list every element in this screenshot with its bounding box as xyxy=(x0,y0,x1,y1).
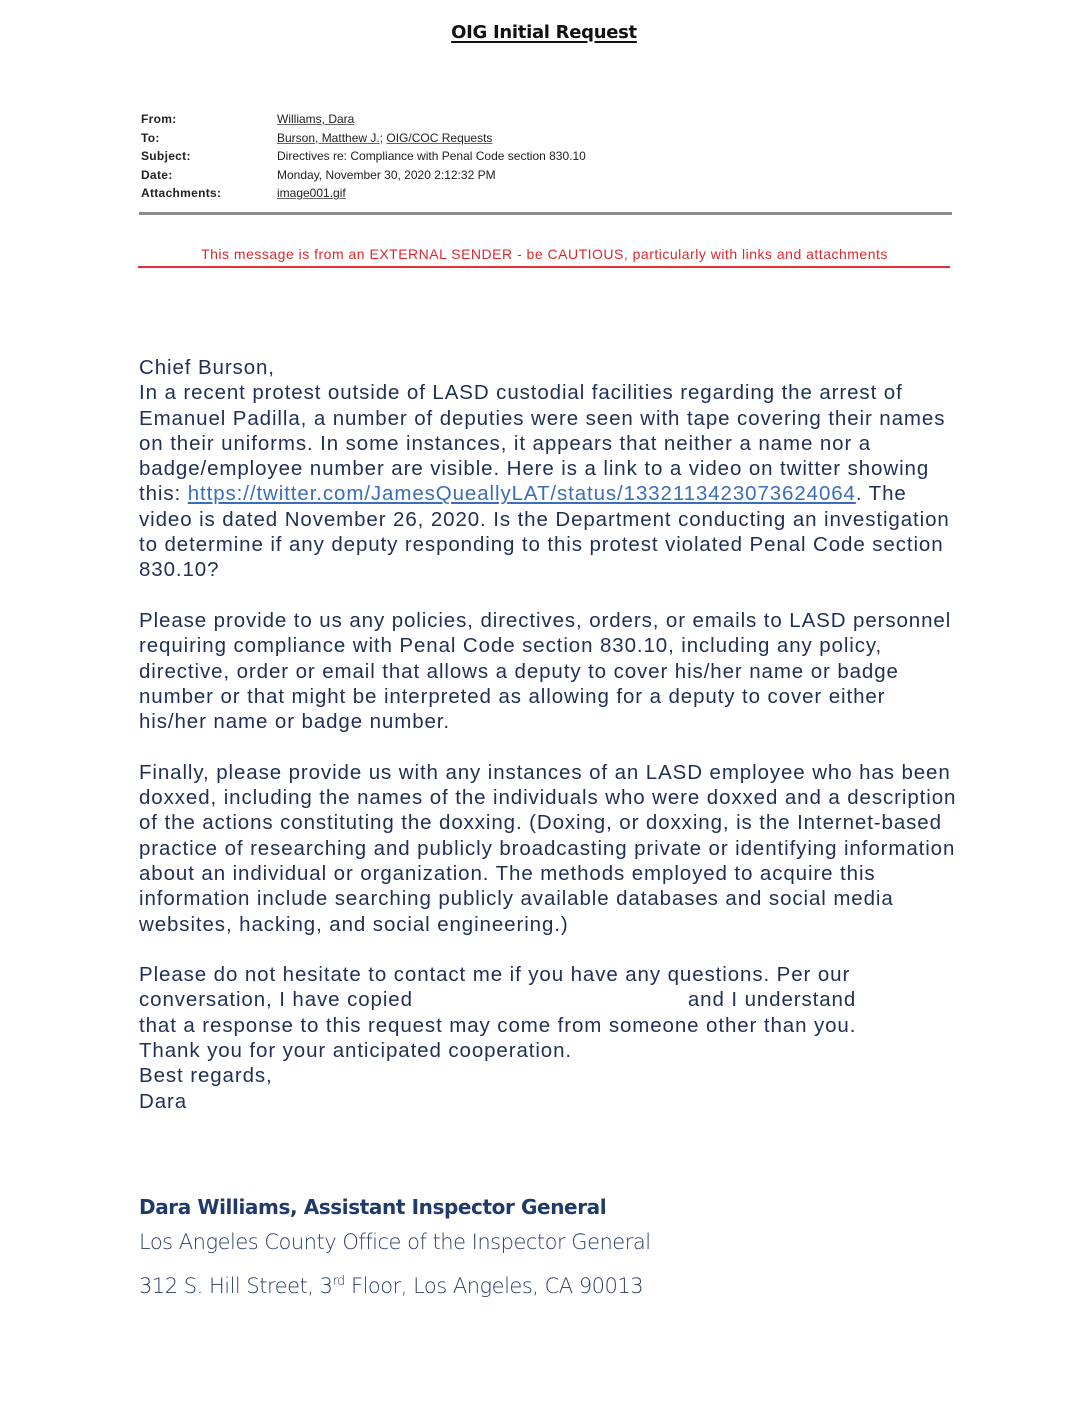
subject-value: Directives re: Compliance with Penal Code section 830.10 xyxy=(277,149,586,163)
paragraph-4-after-redaction: and I understand xyxy=(687,988,857,1012)
paragraph-3: Finally, please provide us with any instances of an LASD employee who has been doxxed, including the names of the individuals who were doxxed and a description of the actions constituting the doxxing. (Doxing, or doxxing, is the Internet-based practice of researching and publicly broadcasting private or identifying information about an individual or organization. The methods employed to acquire this information include searching publicly available databases and social media websites, hacking, and social engineering.) xyxy=(139,760,957,936)
address-superscript: rd xyxy=(332,1274,345,1289)
address-part: Floor, Los Angeles, CA 90013 xyxy=(344,1274,644,1298)
header-date-row xyxy=(141,166,951,185)
paragraph-4-line-1: Please do not hesitate to contact me if you have any questions. Per our xyxy=(139,963,851,987)
subject-label: Subject: xyxy=(141,149,191,163)
document-title-text: OIG Initial Request xyxy=(451,22,637,43)
header-from-row xyxy=(141,110,951,129)
address-part: 312 S. Hill Street, 3 xyxy=(139,1274,333,1298)
paragraph-4-line-2 xyxy=(139,987,959,1012)
to-recipient-link[interactable]: Burson, Matthew J. xyxy=(277,130,380,145)
email-body xyxy=(139,355,959,1114)
date-label: Date: xyxy=(141,167,173,182)
paragraph-2: Please provide to us any policies, directives, orders, or emails to LASD personnel requiring compliance with Penal Code section 830.10, including any policy, directive, order or email that allows a deputy to cover his/her name or badge number or that might be interpreted as allowing for a deputy to cover either his/her name or badge number. xyxy=(139,608,952,734)
signature-name-title: Dara Williams, Assistant Inspector General xyxy=(139,1195,607,1219)
email-signature xyxy=(139,1192,651,1306)
header-subject-row xyxy=(141,147,951,166)
to-recipient-link[interactable]: OIG/COC Requests xyxy=(386,130,493,145)
from-sender-link[interactable]: Williams, Dara xyxy=(277,112,355,126)
paragraph-4-before-redaction: conversation, I have copied xyxy=(139,988,413,1012)
attachment-link[interactable]: image001.gif xyxy=(277,186,346,200)
signoff-name: Dara xyxy=(139,1089,188,1113)
from-label: From: xyxy=(141,112,177,126)
header-to-row xyxy=(141,129,951,148)
document-title xyxy=(0,22,1088,43)
warning-divider xyxy=(138,266,950,268)
paragraph-1-text-after-link: . The video is dated November 26, 2020. Is the Department conducting an investigation to determine if any deputy responding to this protest violated Penal Code section 830.10? xyxy=(139,482,950,582)
external-sender-warning: This message is from an EXTERNAL SENDER - be CAUTIOUS, particularly with links and attachments xyxy=(201,246,888,262)
paragraph-1 xyxy=(139,380,959,582)
greeting: Chief Burson, xyxy=(139,356,275,379)
header-divider xyxy=(139,212,952,215)
recipient-separator: ; xyxy=(379,130,387,145)
closing-line: Best regards, xyxy=(139,1064,273,1088)
date-value: Monday, November 30, 2020 2:12:32 PM xyxy=(277,167,496,182)
email-header xyxy=(141,110,951,203)
twitter-video-link[interactable]: https://twitter.com/JamesQueallyLAT/status/1332113423073624064 xyxy=(187,482,856,506)
attachments-label: Attachments: xyxy=(141,186,222,200)
signature-office: Los Angeles County Office of the Inspector General xyxy=(139,1230,651,1254)
to-label: To: xyxy=(141,130,160,145)
paragraph-1-text: In a recent protest outside of LASD custodial facilities regarding the arrest of Emanuel Padilla, a number of deputies were seen with tape covering their names on their uniforms. In some instances, it appears that neither a name nor a badge/employee number are visible. Here is a link to a video on twitter showing this: xyxy=(139,381,946,506)
signature-address xyxy=(139,1262,651,1306)
header-attachments-row xyxy=(141,184,951,203)
paragraph-4-rest: that a response to this request may come from someone other than you. xyxy=(139,1013,857,1037)
thanks-line: Thank you for your anticipated cooperation. xyxy=(139,1039,572,1063)
